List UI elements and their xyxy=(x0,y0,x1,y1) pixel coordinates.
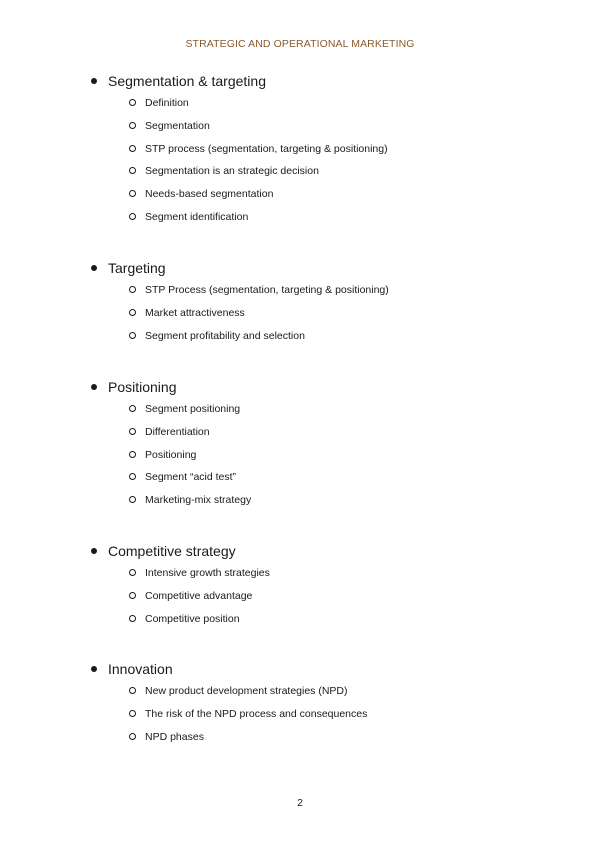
list-item xyxy=(0,612,600,635)
sub-list xyxy=(0,566,600,634)
section-heading xyxy=(0,377,600,397)
hollow-bullet-icon xyxy=(129,615,136,622)
list-item xyxy=(0,589,600,612)
list-item-label: Marketing-mix strategy xyxy=(145,494,252,506)
section-targeting xyxy=(0,258,600,351)
hollow-bullet-icon xyxy=(129,687,136,694)
list-item xyxy=(0,187,600,210)
hollow-bullet-icon xyxy=(129,496,136,503)
list-item-label: Segment profitability and selection xyxy=(145,329,305,342)
list-item-label: Positioning xyxy=(145,448,197,461)
list-item xyxy=(0,684,600,707)
list-item xyxy=(0,306,600,329)
page-number: 2 xyxy=(297,797,303,809)
list-item xyxy=(0,119,600,142)
hollow-bullet-icon xyxy=(129,428,136,435)
list-item xyxy=(0,493,600,516)
list-item-label: Segment identification xyxy=(145,210,249,223)
section-segmentation-targeting xyxy=(0,71,600,233)
filled-bullet-icon xyxy=(91,78,97,84)
section-title: Positioning xyxy=(108,379,177,395)
list-item-label: Market attractiveness xyxy=(145,306,245,319)
list-item-label: Competitive advantage xyxy=(145,589,253,602)
hollow-bullet-icon xyxy=(129,592,136,599)
list-item-label: Needs-based segmentation xyxy=(145,188,274,200)
list-item xyxy=(0,210,600,233)
list-item-label: Segment positioning xyxy=(145,403,241,415)
list-item xyxy=(0,730,600,753)
list-item-label: Definition xyxy=(145,97,189,109)
filled-bullet-icon xyxy=(91,548,97,554)
section-title: Segmentation & targeting xyxy=(108,73,266,89)
sub-list xyxy=(0,402,600,516)
section-heading xyxy=(0,71,600,91)
section-heading xyxy=(0,541,600,561)
hollow-bullet-icon xyxy=(129,309,136,316)
sub-list xyxy=(0,283,600,351)
section-title: Competitive strategy xyxy=(108,543,236,559)
list-item xyxy=(0,283,600,306)
hollow-bullet-icon xyxy=(129,569,136,576)
filled-bullet-icon xyxy=(91,666,97,672)
filled-bullet-icon xyxy=(91,265,97,271)
list-item xyxy=(0,164,600,187)
hollow-bullet-icon xyxy=(129,733,136,740)
list-item xyxy=(0,96,600,119)
hollow-bullet-icon xyxy=(129,710,136,717)
section-title: Targeting xyxy=(108,260,166,276)
list-item-label: Differentiation xyxy=(145,425,210,438)
list-item xyxy=(0,566,600,589)
list-item xyxy=(0,707,600,730)
hollow-bullet-icon xyxy=(129,190,136,197)
list-item-label: Segmentation is an strategic decision xyxy=(145,165,319,178)
hollow-bullet-icon xyxy=(129,332,136,339)
section-heading xyxy=(0,659,600,679)
section-competitive-strategy xyxy=(0,541,600,634)
page-header: STRATEGIC AND OPERATIONAL MARKETING xyxy=(185,38,415,50)
hollow-bullet-icon xyxy=(129,405,136,412)
hollow-bullet-icon xyxy=(129,286,136,293)
list-item-label: Competitive position xyxy=(145,612,240,625)
filled-bullet-icon xyxy=(91,384,97,390)
section-title: Innovation xyxy=(108,661,173,677)
list-item xyxy=(0,402,600,425)
hollow-bullet-icon xyxy=(129,473,136,480)
list-item-label: STP Process (segmentation, targeting & positioning) xyxy=(145,284,389,296)
hollow-bullet-icon xyxy=(129,167,136,174)
list-item xyxy=(0,329,600,352)
list-item-label: NPD phases xyxy=(145,730,204,743)
hollow-bullet-icon xyxy=(129,145,136,152)
hollow-bullet-icon xyxy=(129,213,136,220)
section-positioning xyxy=(0,377,600,516)
hollow-bullet-icon xyxy=(129,451,136,458)
list-item-label: STP process (segmentation, targeting & positioning) xyxy=(145,142,388,155)
sub-list xyxy=(0,96,600,233)
list-item xyxy=(0,425,600,448)
list-item xyxy=(0,142,600,165)
list-item-label: Intensive growth strategies xyxy=(145,567,270,579)
hollow-bullet-icon xyxy=(129,99,136,106)
list-item-label: New product development strategies (NPD) xyxy=(145,685,348,697)
hollow-bullet-icon xyxy=(129,122,136,129)
section-heading xyxy=(0,258,600,278)
sub-list xyxy=(0,684,600,752)
list-item xyxy=(0,448,600,471)
list-item-label: Segmentation xyxy=(145,119,210,132)
section-innovation xyxy=(0,659,600,752)
list-item-label: Segment “acid test” xyxy=(145,471,237,484)
list-item xyxy=(0,470,600,493)
list-item-label: The risk of the NPD process and consequences xyxy=(145,707,368,720)
